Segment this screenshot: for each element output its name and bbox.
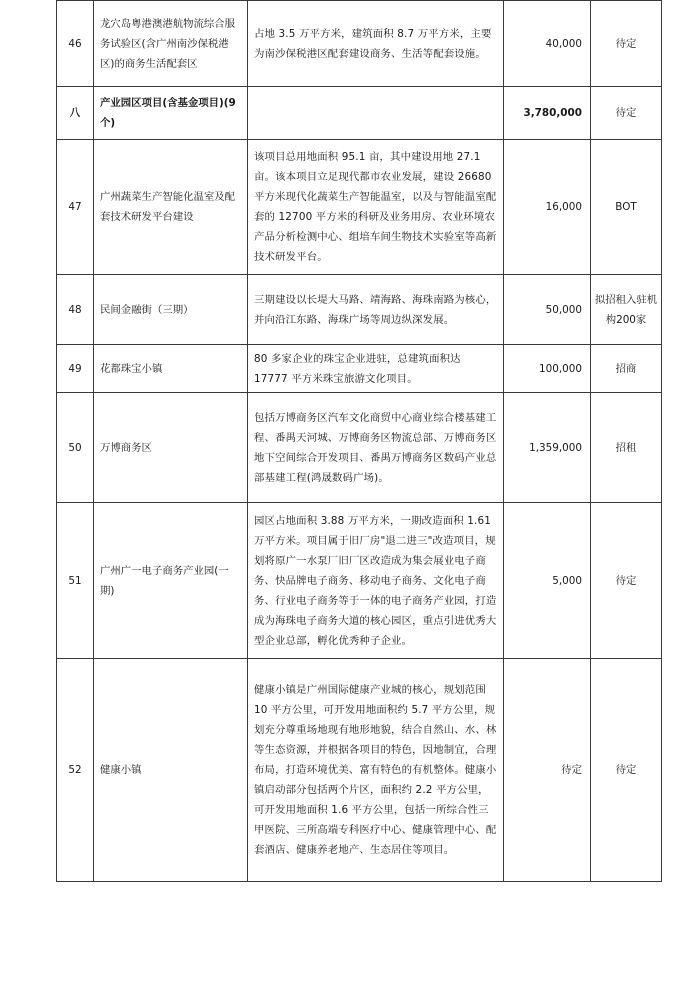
section-header-row xyxy=(57,87,662,140)
project-table xyxy=(56,0,662,882)
table-row xyxy=(57,345,662,393)
table-row xyxy=(57,1,662,87)
investment-amount: 16,000 xyxy=(504,140,591,275)
row-number: 46 xyxy=(57,1,94,87)
investment-amount: 100,000 xyxy=(504,345,591,393)
project-name: 民间金融街（三期） xyxy=(94,275,248,345)
project-description: 80 多家企业的珠宝企业进驻，总建筑面积达 17777 平方米珠宝旅游文化项目。 xyxy=(248,345,504,393)
table-row xyxy=(57,393,662,503)
table-row xyxy=(57,659,662,882)
project-name: 万博商务区 xyxy=(94,393,248,503)
project-name: 广州广一电子商务产业园(一期) xyxy=(94,503,248,659)
investment-amount: 5,000 xyxy=(504,503,591,659)
project-description: 包括万博商务区汽车文化商贸中心商业综合楼基建工程、番禺天河城、万博商务区物流总部、万博商务区地下空间综合开发项目、番禺万博商务区数码产业总部基建工程(鸿晟数码广场)。 xyxy=(248,393,504,503)
project-description: 该项目总用地面积 95.1 亩，其中建设用地 27.1 亩。该本项目立足现代都市农业发展，建设 26680 平方米现代化蔬菜生产智能温室，以及与智能温室配套的 12700 平方米的科研及业务用房、农业环境农产品分析检测中心、组培车间生物技术实验室等高新技术研发平台。 xyxy=(248,140,504,275)
project-description: 健康小镇是广州国际健康产业城的核心，规划范围 10 平方公里，可开发用地面积约 5.7 平方公里，规划充分尊重场地现有地形地貌，结合自然山、水、林等生态资源，并根据各项目的特色，因地制宜，合理布局，打造环境优美、富有特色的有机整体。健康小镇启动部分包括两个片区，面积约 2.2 平方公里，可开发用地面积 1.6 平方公里，包括一所综合性三甲医院、三所高端专科医疗中心、健康管理中心、配套酒店、健康养老地产、生态居住等项目。 xyxy=(248,659,504,882)
project-description: 三期建设以长堤大马路、靖海路、海珠南路为核心，并向沿江东路、海珠广场等周边纵深发展。 xyxy=(248,275,504,345)
cooperation-status: 招租 xyxy=(591,393,662,503)
table-row xyxy=(57,140,662,275)
cooperation-status: 招商 xyxy=(591,345,662,393)
section-status: 待定 xyxy=(591,87,662,140)
section-title: 产业园区项目(含基金项目)(9个) xyxy=(94,87,248,140)
row-number: 47 xyxy=(57,140,94,275)
section-number: 八 xyxy=(57,87,94,140)
row-number: 51 xyxy=(57,503,94,659)
section-empty-cell xyxy=(248,87,504,140)
project-name: 花都珠宝小镇 xyxy=(94,345,248,393)
project-description: 园区占地面积 3.88 万平方米，一期改造面积 1.61 万平方米。项目属于旧厂房"退二进三"改造项目，规划将原广一水泵厂旧厂区改造成为集会展业电子商务、快品牌电子商务、移动电子商务、文化电子商务、行业电子商务等于一体的电子商务产业园，打造成为海珠电子商务大道的核心园区，重点引进优秀大型企业总部，孵化优秀种子企业。 xyxy=(248,503,504,659)
row-number: 48 xyxy=(57,275,94,345)
row-number: 52 xyxy=(57,659,94,882)
row-number: 49 xyxy=(57,345,94,393)
investment-amount: 40,000 xyxy=(504,1,591,87)
project-name: 龙穴岛粤港澳港航物流综合服务试验区(含广州南沙保税港区)的商务生活配套区 xyxy=(94,1,248,87)
section-total-amount: 3,780,000 xyxy=(504,87,591,140)
table-row xyxy=(57,503,662,659)
investment-amount: 1,359,000 xyxy=(504,393,591,503)
cooperation-status: 待定 xyxy=(591,1,662,87)
cooperation-status: 待定 xyxy=(591,503,662,659)
cooperation-status: 待定 xyxy=(591,659,662,882)
cooperation-status: 拟招租入驻机构200家 xyxy=(591,275,662,345)
project-name: 广州蔬菜生产智能化温室及配套技术研发平台建设 xyxy=(94,140,248,275)
table-row xyxy=(57,275,662,345)
row-number: 50 xyxy=(57,393,94,503)
project-description: 占地 3.5 万平方米，建筑面积 8.7 万平方米，主要为南沙保税港区配套建设商务、生活等配套设施。 xyxy=(248,1,504,87)
cooperation-status: BOT xyxy=(591,140,662,275)
investment-amount: 50,000 xyxy=(504,275,591,345)
investment-amount: 待定 xyxy=(504,659,591,882)
project-name: 健康小镇 xyxy=(94,659,248,882)
